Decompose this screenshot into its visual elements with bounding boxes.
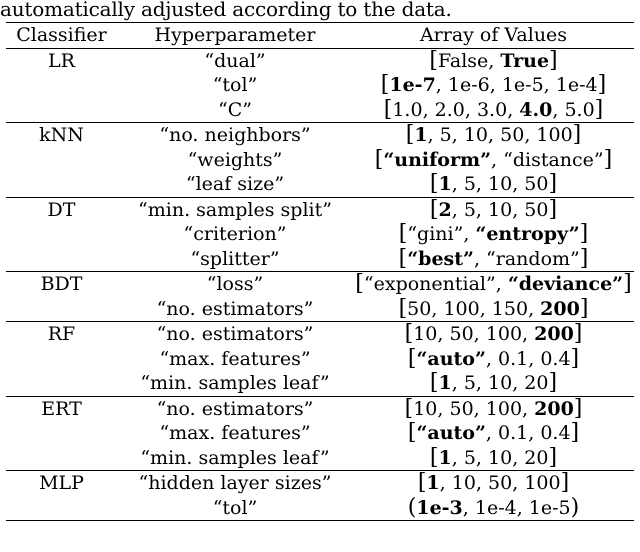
values-cell [353,471,634,496]
values-cell [353,297,634,322]
best-value: 1 [426,472,440,495]
value: 50 [449,397,474,420]
values-cell [353,496,634,521]
value: 2.0 [434,98,465,121]
hyperparameter-cell: “min. samples split” [117,197,353,222]
open-bracket: [ [404,395,414,421]
value-separator: , [451,124,464,147]
values-cell [353,446,634,471]
table-row [6,347,634,372]
value: 1e-5 [501,74,544,97]
value-separator: , [491,148,504,171]
value: 50 [449,323,474,346]
best-value: “auto” [416,347,486,370]
value-separator: , [528,347,541,370]
value: 0.4 [540,347,571,370]
hyperparameter-cell: “weights” [187,148,283,171]
close-bracket: ] [623,271,632,297]
open-bracket: [ [429,444,439,470]
classifier-cell [6,148,117,173]
classifier-cell [6,421,117,446]
value: 100 [524,472,561,495]
classifier-cell: RF [6,322,117,347]
table-row [6,148,634,173]
close-bracket: ] [549,47,558,73]
value: 1e-5 [528,496,571,519]
best-value: “uniform” [383,148,492,171]
header-array-of-values: Array of Values [353,23,634,49]
table-row [6,197,634,222]
hyperparameter-cell: “splitter” [190,247,280,270]
open-bracket: ( [407,494,417,520]
values-cell [353,371,634,396]
best-value: 200 [534,397,574,420]
table-row [6,396,634,421]
classifier-cell: ERT [6,396,117,421]
value: 3.0 [476,98,508,121]
best-value: True [500,49,550,72]
value-separator: , [524,124,537,147]
value-separator: , [512,472,525,495]
close-bracket: ] [597,72,607,98]
hyperparameter-cell: “tol” [117,496,353,521]
value-separator: , [512,372,525,395]
value: 50 [407,297,432,320]
classifier-cell [6,172,117,197]
value-separator: , [473,247,487,270]
value: 5.0 [564,98,595,121]
values-cell [353,347,634,372]
table-row [6,322,634,347]
close-bracket: ] [579,245,589,271]
value: 0.4 [540,422,571,445]
values-cell [353,197,634,222]
value-separator: , [479,297,492,320]
value: 10 [413,323,438,346]
open-bracket: [ [405,122,415,148]
hyperparameter-cell: “no. neighbors” [117,123,353,148]
close-bracket: ] [573,321,583,347]
hyperparameter-cell: “leaf size” [185,173,285,196]
hyperparameter-cell: “hidden layer sizes” [117,471,353,496]
value: 50 [524,173,549,196]
hyperparameter-cell: “no. estimators” [156,297,314,320]
classifier-cell [6,73,117,98]
table-row [6,371,634,396]
hyperparameter-cell: “no. estimators” [117,322,353,347]
close-bracket: ] [548,171,558,197]
open-bracket: [ [380,72,390,98]
classifier-cell [6,371,117,396]
value-separator: , [435,74,448,97]
value: 5 [463,446,476,469]
values-cell [353,247,634,272]
open-bracket: [ [429,196,439,222]
value: 10 [488,372,513,395]
hyperparameter-cell: “tol” [212,74,258,97]
value: 1e-4 [555,74,598,97]
values-cell [353,322,634,347]
table-row [6,272,634,297]
value: “gini” [407,223,464,246]
hyperparameter-cell: “no. estimators” [117,396,353,421]
open-bracket: [ [398,221,408,247]
open-bracket: [ [398,295,408,321]
value-separator: , [437,397,450,420]
table-row [6,496,634,521]
classifier-cell: kNN [6,123,117,148]
values-cell [353,222,634,247]
best-value: “best” [407,247,474,270]
value-separator: , [512,173,525,196]
open-bracket: [ [398,245,408,271]
best-value: 1 [414,124,428,147]
value-separator: , [516,496,529,519]
value-separator: , [528,422,541,445]
value-separator: , [522,397,535,420]
close-bracket: ] [548,196,558,222]
open-bracket: [ [429,171,439,197]
hyperparameter-cell: “C” [218,98,252,121]
close-bracket: ] [570,345,580,371]
best-value: 200 [534,323,574,346]
values-cell [353,148,634,173]
value-separator: , [464,98,477,121]
value-separator: , [431,297,444,320]
values-cell [353,421,634,446]
close-bracket: ) [570,494,580,520]
header-hyperparameter: Hyperparameter [117,23,353,49]
value-separator: , [475,372,489,395]
value-separator: , [475,472,489,495]
close-bracket: ] [603,146,613,172]
open-bracket: [ [355,271,364,297]
value: False [437,49,489,72]
value-separator: , [463,223,476,246]
best-value: 1 [438,372,452,395]
value: 0.1 [498,422,529,445]
value: 50 [524,198,549,221]
value: 10 [451,472,476,495]
value-separator: , [485,347,498,370]
hyperparameter-cell: “dual” [117,48,353,73]
classifier-cell [6,446,117,471]
value-separator: , [475,446,489,469]
header-classifier: Classifier [6,23,117,49]
value-separator: , [427,124,440,147]
value: 5 [463,173,476,196]
value-separator: , [451,173,464,196]
value-separator: , [488,124,501,147]
open-bracket: [ [374,146,384,172]
open-bracket: [ [404,321,414,347]
value: 100 [485,323,523,346]
value-separator: , [528,297,541,320]
value: 10 [488,198,513,221]
value: 0.1 [498,347,529,370]
values-cell [353,98,634,123]
open-bracket: [ [383,96,393,122]
close-bracket: ] [572,122,582,148]
value-separator: , [422,98,435,121]
open-bracket: [ [429,47,438,73]
best-value: 200 [540,297,580,320]
table-row [6,172,634,197]
hyperparameter-cell: “criterion” [183,223,287,246]
best-value: 1 [438,173,452,196]
values-cell [353,396,634,421]
table-row [6,446,634,471]
open-bracket: [ [407,345,417,371]
value-separator: , [475,198,489,221]
value: 1e-6 [447,74,490,97]
value-separator: , [507,98,520,121]
hyperparameter-cell: “max. features” [159,347,311,370]
value: 5 [463,198,476,221]
value-separator: , [451,372,464,395]
classifier-cell: LR [6,48,117,73]
close-bracket: ] [573,395,583,421]
classifier-cell [6,222,117,247]
value: 100 [485,397,523,420]
value: 20 [524,372,549,395]
value: 5 [463,372,476,395]
value: 150 [491,297,529,320]
best-value: 4.0 [519,98,553,121]
open-bracket: [ [407,420,417,446]
value: 100 [536,124,573,147]
value: “exponential” [363,273,496,296]
best-value: 2 [438,198,452,221]
values-cell [353,172,634,197]
value-separator: , [488,49,501,72]
best-value: “entropy” [475,223,580,246]
value-separator: , [475,173,489,196]
close-bracket: ] [594,96,604,122]
value-separator: , [473,323,486,346]
value-separator: , [495,273,508,296]
close-bracket: ] [560,470,570,496]
hyperparameter-table [6,22,634,521]
value-separator: , [439,472,452,495]
best-value: 1 [438,446,452,469]
table-row [6,247,634,272]
value: 5 [439,124,452,147]
best-value: 1e-7 [389,74,436,97]
table-row [6,73,634,98]
value: 10 [463,124,489,147]
table-row [6,471,634,496]
table-row [6,123,634,148]
classifier-cell [6,98,117,123]
values-cell [353,73,634,98]
classifier-cell: MLP [6,471,117,496]
hyperparameter-cell: “min. samples leaf” [140,446,330,469]
best-value: 1e-3 [416,496,463,519]
close-bracket: ] [579,295,589,321]
values-cell [353,272,634,297]
value: 10 [488,446,513,469]
value-separator: , [485,422,498,445]
table-header-row [6,23,634,49]
value-separator: , [451,446,464,469]
value: 20 [524,446,549,469]
close-bracket: ] [579,221,589,247]
value-separator: , [512,446,525,469]
values-cell [353,123,634,148]
value: 50 [488,472,513,495]
value: 1.0 [392,98,423,121]
hyperparameter-cell: “min. samples leaf” [140,372,330,395]
value: “distance” [503,148,604,171]
table-row [6,48,634,73]
value: 100 [443,297,480,320]
table-caption: automatically adjusted according to the data. [0,0,452,21]
value-separator: , [512,198,525,221]
values-cell [353,48,634,73]
value-separator: , [522,323,535,346]
best-value: “deviance” [507,273,624,296]
classifier-cell: DT [6,197,117,222]
value-separator: , [552,98,565,121]
table-row [6,98,634,123]
open-bracket: [ [417,470,427,496]
classifier-cell [6,496,117,521]
table-row [6,421,634,446]
hyperparameter-cell: “max. features” [159,422,311,445]
table-row [6,222,634,247]
best-value: “auto” [416,422,486,445]
value: “random” [486,247,580,270]
table-body [6,48,634,521]
classifier-cell [6,347,117,372]
close-bracket: ] [570,420,580,446]
value: 50 [500,124,525,147]
hyperparameter-cell: “loss” [117,272,353,297]
value: 1e-4 [474,496,517,519]
open-bracket: [ [429,370,439,396]
close-bracket: ] [548,370,558,396]
value-separator: , [462,496,475,519]
value-separator: , [437,323,450,346]
classifier-cell [6,297,117,322]
classifier-cell: BDT [6,272,117,297]
close-bracket: ] [548,444,558,470]
classifier-cell [6,247,117,272]
value-separator: , [543,74,556,97]
value-separator: , [451,198,464,221]
value: 10 [488,173,513,196]
value-separator: , [473,397,486,420]
value: 10 [413,397,438,420]
value-separator: , [489,74,502,97]
table-row [6,297,634,322]
